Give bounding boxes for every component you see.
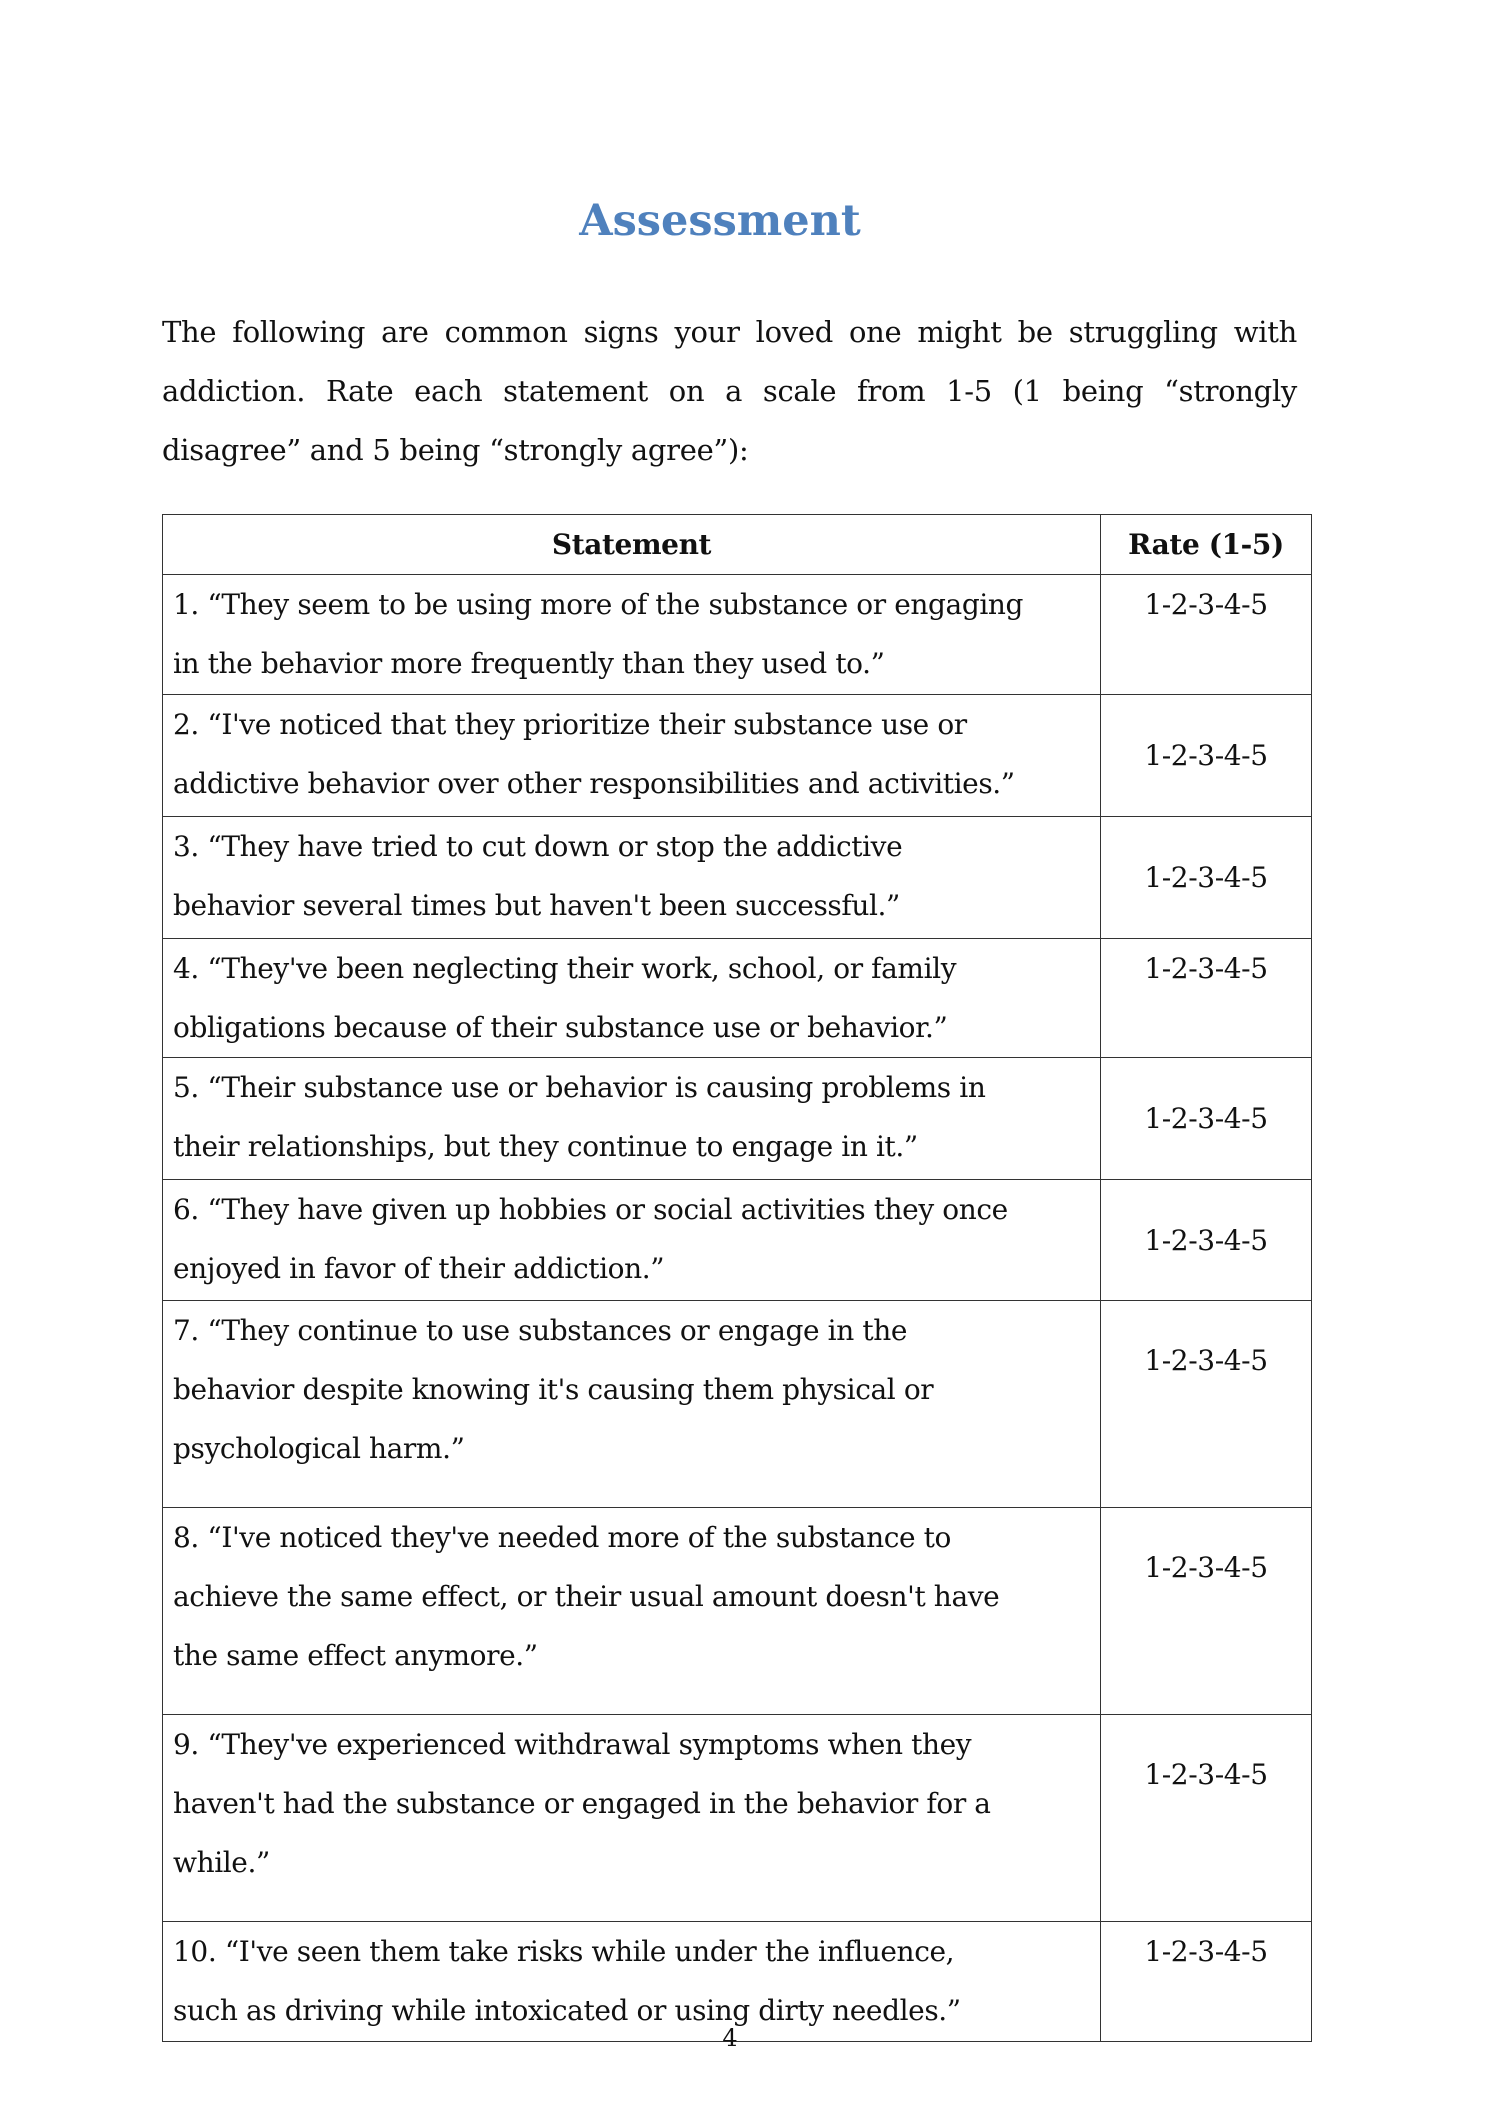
rate-cell: 1-2-3-4-5 — [1101, 1180, 1312, 1301]
table-row — [163, 1715, 1312, 1922]
table-row — [163, 575, 1312, 695]
statement-cell: 10. “I've seen them take risks while under the influence, such as driving while intoxicated or using dirty needles.” — [163, 1922, 1101, 2042]
statement-cell: 8. “I've noticed they've needed more of the substance to achieve the same effect, or their usual amount doesn't have the same effect anymore.” — [163, 1508, 1101, 1715]
rate-cell: 1-2-3-4-5 — [1101, 695, 1312, 817]
statement-cell: 3. “They have tried to cut down or stop the addictive behavior several times but haven't been successful.” — [163, 817, 1101, 939]
statement-cell: 2. “I've noticed that they prioritize their substance use or addictive behavior over other responsibilities and activities.” — [163, 695, 1101, 817]
rate-cell: 1-2-3-4-5 — [1101, 1508, 1312, 1715]
assessment-table — [162, 514, 1312, 2042]
statement-cell: 9. “They've experienced withdrawal symptoms when they haven't had the substance or engaged in the behavior for a while.” — [163, 1715, 1101, 1922]
table-row — [163, 1508, 1312, 1715]
rate-cell: 1-2-3-4-5 — [1101, 1301, 1312, 1508]
rate-cell: 1-2-3-4-5 — [1101, 939, 1312, 1058]
statement-cell: 1. “They seem to be using more of the substance or engaging in the behavior more frequently than they used to.” — [163, 575, 1101, 695]
table-row — [163, 939, 1312, 1058]
table-row — [163, 1180, 1312, 1301]
statement-cell: 7. “They continue to use substances or engage in the behavior despite knowing it's causing them physical or psychological harm.” — [163, 1301, 1101, 1508]
header-statement: Statement — [163, 515, 1101, 575]
page-number: 4 — [722, 2024, 738, 2052]
intro-paragraph: The following are common signs your loved one might be struggling with addiction. Rate each statement on a scale from 1-5 (1 being “strongly disagree” and 5 being “strongly agree”): — [162, 315, 1297, 467]
statement-cell: 5. “Their substance use or behavior is causing problems in their relationships, but they continue to engage in it.” — [163, 1058, 1101, 1180]
statement-cell: 4. “They've been neglecting their work, school, or family obligations because of their substance use or behavior.” — [163, 939, 1101, 1058]
rate-cell: 1-2-3-4-5 — [1101, 817, 1312, 939]
table-row — [163, 1058, 1312, 1180]
table-row — [163, 695, 1312, 817]
table-header-row — [163, 515, 1312, 575]
table-row — [163, 1301, 1312, 1508]
table-row — [163, 817, 1312, 939]
statement-cell: 6. “They have given up hobbies or social activities they once enjoyed in favor of their addiction.” — [163, 1180, 1101, 1301]
rate-cell: 1-2-3-4-5 — [1101, 1922, 1312, 2042]
rate-cell: 1-2-3-4-5 — [1101, 1058, 1312, 1180]
rate-cell: 1-2-3-4-5 — [1101, 575, 1312, 695]
header-rate: Rate (1-5) — [1101, 515, 1312, 575]
page-title: Assessment — [579, 196, 861, 246]
rate-cell: 1-2-3-4-5 — [1101, 1715, 1312, 1922]
